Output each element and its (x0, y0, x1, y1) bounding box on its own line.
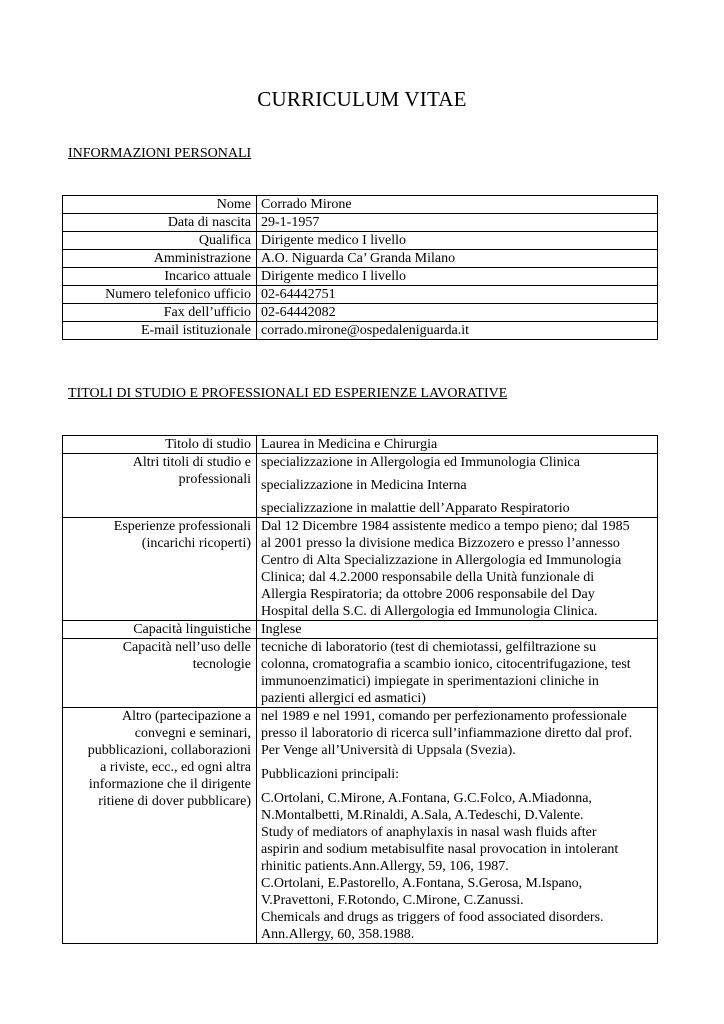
personal-info-heading: INFORMAZIONI PERSONALI (68, 146, 252, 161)
row-value: 29-1-1957 (257, 214, 658, 232)
value-line: Dal 12 Dicembre 1984 assistente medico a tempo pieno; dal 1985 (261, 519, 630, 534)
row-value: Dirigente medico I livello (257, 268, 658, 286)
studies-table (62, 435, 658, 944)
studies-heading: TITOLI DI STUDIO E PROFESSIONALI ED ESPERIENZE LAVORATIVE (68, 386, 508, 401)
value-line: Hospital della S.C. di Allergologia ed Immunologia Clinica. (261, 604, 598, 619)
label-line: ritiene di dover pubblicare) (98, 794, 251, 809)
label-line: a riviste, ecc., ed ogni altra (100, 760, 251, 775)
email-value: corrado.mirone@ospedaleniguarda.it (257, 322, 658, 340)
publications-heading: Pubblicazioni principali: (261, 767, 400, 782)
label-line: Altri titoli di studio e (132, 455, 251, 470)
label-line: Esperienze professionali (113, 519, 251, 534)
row-label: Amministrazione (63, 250, 257, 268)
publication-line: C.Ortolani, C.Mirone, A.Fontana, G.C.Folco, A.Miadonna, (261, 791, 592, 806)
table-row (63, 639, 658, 708)
row-label (63, 708, 257, 944)
publication-line: aspirin and sodium metabisulfite nasal provocation in intolerant (261, 842, 619, 857)
label-line: professionali (178, 472, 251, 487)
row-value: Laurea in Medicina e Chirurgia (257, 436, 658, 454)
row-value (257, 708, 658, 944)
document-title: CURRICULUM VITAE (257, 87, 467, 111)
publication-line: N.Montalbetti, M.Rinaldi, A.Sala, A.Tedeschi, D.Valente. (261, 808, 584, 823)
row-value: 02-64442751 (257, 286, 658, 304)
publication-line: Ann.Allergy, 60, 358.1988. (261, 927, 415, 942)
value-line: Allergia Respiratoria; da ottobre 2006 responsabile del Day (261, 587, 595, 602)
row-label (63, 639, 257, 708)
row-label: E-mail istituzionale (63, 322, 257, 340)
row-value: A.O. Niguarda Ca’ Granda Milano (257, 250, 658, 268)
row-value: Dirigente medico I livello (257, 232, 658, 250)
publication-line: C.Ortolani, E.Pastorello, A.Fontana, S.Gerosa, M.Ispano, (261, 876, 583, 891)
table-row (63, 268, 658, 286)
table-row (63, 621, 658, 639)
value-line: specializzazione in Medicina Interna (261, 478, 467, 493)
row-value (257, 454, 658, 518)
row-value: Inglese (257, 621, 658, 639)
value-line: Clinica; dal 4.2.2000 responsabile della Unità funzionale di (261, 570, 595, 585)
value-line: Centro di Alta Specializzazione in Allergologia ed Immunologia (261, 553, 622, 568)
value-line: colonna, cromatografia a scambio ionico, citocentrifugazione, test (261, 657, 631, 672)
row-label (63, 518, 257, 621)
label-line: tecnologie (192, 657, 251, 672)
row-label: Data di nascita (63, 214, 257, 232)
value-line: immunoenzimatici) impiegate in sperimentazioni cliniche in (261, 674, 599, 689)
publication-line: V.Pravettoni, F.Rotondo, C.Mirone, C.Zanussi. (261, 893, 524, 908)
table-row (63, 322, 658, 340)
label-line: informazione che il dirigente (88, 777, 251, 792)
row-label: Titolo di studio (63, 436, 257, 454)
publication-line: rhinitic patients.Ann.Allergy, 59, 106, 1987. (261, 859, 509, 874)
table-row (63, 454, 658, 518)
value-line: tecniche di laboratorio (test di chemiotassi, gelfiltrazione su (261, 640, 597, 655)
row-label: Fax dell’ufficio (63, 304, 257, 322)
row-label: Qualifica (63, 232, 257, 250)
value-line: specializzazione in malattie dell’Apparato Respiratorio (261, 501, 570, 516)
table-row (63, 214, 658, 232)
value-line: Per Venge all’Università di Uppsala (Svezia). (261, 743, 516, 758)
row-label: Capacità linguistiche (63, 621, 257, 639)
table-row (63, 286, 658, 304)
row-value (257, 639, 658, 708)
row-value (257, 518, 658, 621)
table-row (63, 304, 658, 322)
label-line: Capacità nell’uso delle (122, 640, 251, 655)
row-label: Nome (63, 196, 257, 214)
table-row (63, 250, 658, 268)
value-line: presso il laboratorio di ricerca sull’infiammazione diretto dal prof. (261, 726, 633, 741)
table-row (63, 232, 658, 250)
table-row (63, 436, 658, 454)
value-line: specializzazione in Allergologia ed Immunologia Clinica (261, 455, 580, 470)
row-label: Numero telefonico ufficio (63, 286, 257, 304)
personal-info-table (62, 195, 658, 340)
value-line: nel 1989 e nel 1991, comando per perfezionamento professionale (261, 709, 627, 724)
label-line: pubblicazioni, collaborazioni (87, 743, 251, 758)
row-value: 02-64442082 (257, 304, 658, 322)
value-line: pazienti allergici ed asmatici) (261, 691, 426, 706)
table-row (63, 708, 658, 944)
row-label (63, 454, 257, 518)
label-line: (incarichi ricoperti) (141, 536, 251, 551)
value-line: al 2001 presso la divisione medica Bizzozero e presso l’annesso (261, 536, 620, 551)
table-row (63, 196, 658, 214)
table-row (63, 518, 658, 621)
row-label: Incarico attuale (63, 268, 257, 286)
publication-line: Chemicals and drugs as triggers of food associated disorders. (261, 910, 604, 925)
publication-line: Study of mediators of anaphylaxis in nasal wash fluids after (261, 825, 597, 840)
row-value: Corrado Mirone (257, 196, 658, 214)
label-line: Altro (partecipazione a (121, 709, 251, 724)
label-line: convegni e seminari, (134, 726, 251, 741)
